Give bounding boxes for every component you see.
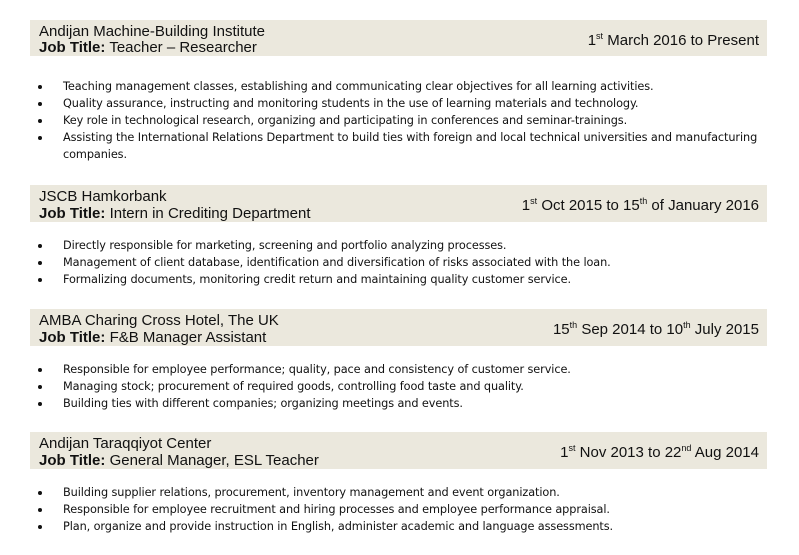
job-title: Intern in Crediting Department xyxy=(109,205,311,222)
list-item xyxy=(0,378,767,395)
list-item xyxy=(0,237,767,254)
list-item xyxy=(0,95,767,112)
job-title-line xyxy=(39,452,319,469)
duty-text: Key role in technological research, organizing and participating in conferences and seminar-trainings. xyxy=(63,114,628,127)
duty-text: Responsible for employee recruitment and hiring processes and employee performance appraisal. xyxy=(63,503,610,516)
date-start-suffix: th xyxy=(569,320,578,330)
date-start-suffix: st xyxy=(596,31,604,41)
job-title-label: Job Title: xyxy=(39,452,106,469)
date-range-text: Sep 2014 to 10 xyxy=(581,321,684,338)
bullet-icon xyxy=(38,278,42,282)
bullet-icon xyxy=(38,119,42,123)
company-name: Andijan Machine-Building Institute xyxy=(39,23,265,40)
duty-text: Managing stock; procurement of required goods, controlling food taste and quality. xyxy=(63,380,524,393)
list-item xyxy=(0,484,767,501)
job-title-line xyxy=(39,39,257,56)
duty-text: Formalizing documents, monitoring credit return and maintaining quality customer service. xyxy=(63,273,571,286)
job-title: Teacher – Researcher xyxy=(109,39,257,56)
list-item xyxy=(0,395,767,412)
bullet-icon xyxy=(38,102,42,106)
duty-text: Building supplier relations, procurement, inventory management and event organization. xyxy=(63,486,560,499)
duty-text: Responsible for employee performance; quality, pace and consistency of customer service. xyxy=(63,363,571,376)
bullet-icon xyxy=(38,508,42,512)
bullet-icon xyxy=(38,85,42,89)
duty-text: Teaching management classes, establishing and communicating clear objectives for all learning activities. xyxy=(63,80,654,93)
date-range-text: March 2016 to Present xyxy=(607,32,759,49)
bullet-icon xyxy=(38,525,42,529)
job-title-label: Job Title: xyxy=(39,39,106,56)
duties-list xyxy=(0,484,767,535)
list-item xyxy=(0,271,767,288)
job-header xyxy=(30,185,767,222)
job-header xyxy=(30,432,767,469)
list-item xyxy=(0,361,767,378)
duty-text: Building ties with different companies; organizing meetings and events. xyxy=(63,397,463,410)
duties-list xyxy=(0,361,767,412)
duty-text: Directly responsible for marketing, screening and portfolio analyzing processes. xyxy=(63,239,507,252)
date-start-day: 1 xyxy=(521,197,531,214)
duty-text: Plan, organize and provide instruction in English, administer academic and language assessments. xyxy=(63,520,614,533)
job-dates xyxy=(588,32,759,49)
date-start-suffix: st xyxy=(568,443,576,453)
duty-text: Assisting the International Relations Department to build ties with foreign and local technical universities and manufacturing companies. xyxy=(63,131,758,161)
bullet-icon xyxy=(38,402,42,406)
bullet-icon xyxy=(38,136,42,140)
bullet-icon xyxy=(38,244,42,248)
job-dates xyxy=(560,444,759,461)
job-dates xyxy=(553,321,759,338)
date-end-suffix: th xyxy=(683,320,691,330)
job-title-line xyxy=(39,329,266,346)
bullet-icon xyxy=(38,368,42,372)
job-header xyxy=(30,20,767,56)
job-title-line xyxy=(39,205,311,222)
date-range-text: Oct 2015 to 15 xyxy=(541,197,640,214)
bullet-icon xyxy=(38,385,42,389)
job-title: General Manager, ESL Teacher xyxy=(109,452,319,469)
duty-text: Management of client database, identification and diversification of risks associated with the loan. xyxy=(63,256,611,269)
list-item xyxy=(0,78,767,95)
date-end-suffix: th xyxy=(639,196,648,206)
date-start-day: 15 xyxy=(552,321,570,338)
company-name: JSCB Hamkorbank xyxy=(39,188,167,205)
duty-text: Quality assurance, instructing and monitoring students in the use of learning materials and technology. xyxy=(63,97,639,110)
job-dates xyxy=(522,197,759,214)
list-item xyxy=(0,518,767,535)
job-title-label: Job Title: xyxy=(39,329,106,346)
job-header xyxy=(30,309,767,346)
date-end-text: July 2015 xyxy=(694,321,759,338)
list-item xyxy=(0,501,767,518)
duties-list xyxy=(0,78,767,163)
company-name: AMBA Charing Cross Hotel, The UK xyxy=(39,312,279,329)
date-range-text: Nov 2013 to 22 xyxy=(579,444,682,461)
company-name: Andijan Taraqqiyot Center xyxy=(39,435,212,452)
list-item xyxy=(0,112,767,129)
bullet-icon xyxy=(38,491,42,495)
duties-list xyxy=(0,237,767,288)
date-end-text: Aug 2014 xyxy=(694,444,759,461)
date-start-suffix: st xyxy=(530,196,538,206)
bullet-icon xyxy=(38,261,42,265)
date-start-day: 1 xyxy=(560,444,569,461)
list-item xyxy=(0,254,767,271)
date-end-suffix: nd xyxy=(681,443,692,453)
date-start-day: 1 xyxy=(587,32,597,49)
job-title: F&B Manager Assistant xyxy=(109,329,267,346)
date-end-text: of January 2016 xyxy=(651,197,759,214)
job-title-label: Job Title: xyxy=(39,205,106,222)
list-item xyxy=(0,129,767,163)
